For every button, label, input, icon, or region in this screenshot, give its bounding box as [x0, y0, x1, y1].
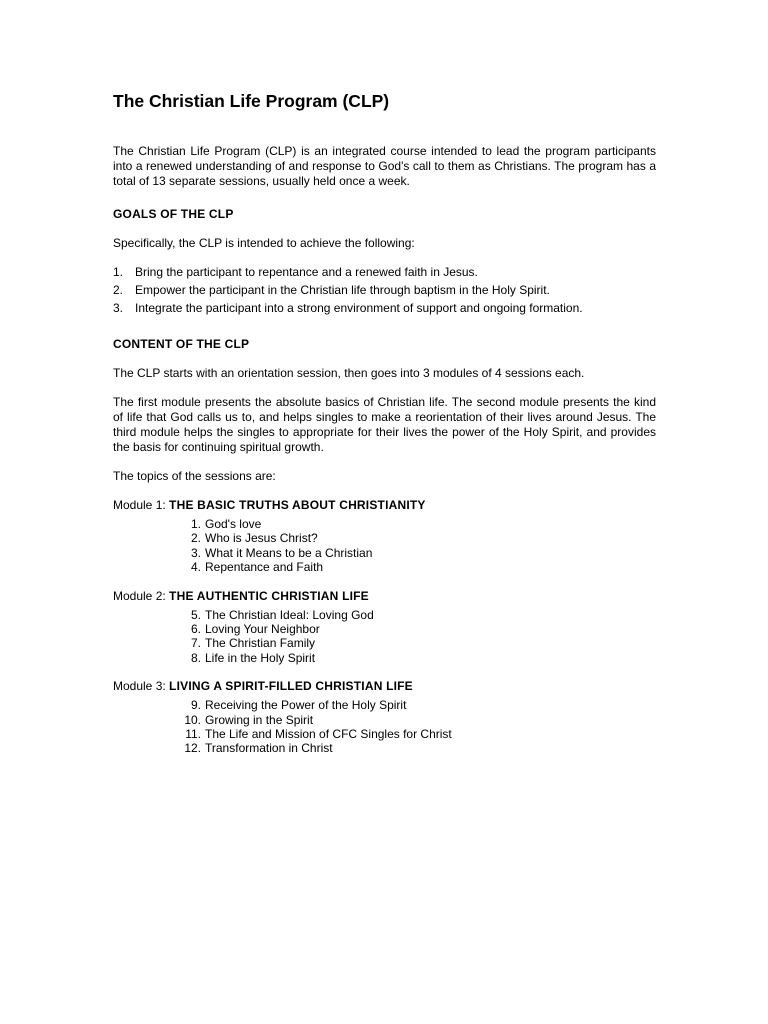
- session-title: Receiving the Power of the Holy Spirit: [205, 698, 407, 713]
- module-1: [113, 498, 656, 575]
- session-number: 5.: [190, 607, 201, 622]
- session-item: [113, 517, 656, 531]
- session-number: 8.: [190, 650, 201, 665]
- goal-item: [113, 265, 656, 280]
- session-number: 9.: [190, 698, 201, 713]
- session-number: 3.: [190, 545, 201, 560]
- session-title: The Christian Ideal: Loving God: [205, 607, 374, 622]
- session-number: 2.: [190, 531, 201, 546]
- module-title: LIVING A SPIRIT-FILLED CHRISTIAN LIFE: [169, 679, 413, 694]
- session-item: [113, 531, 656, 545]
- goals-heading: GOALS OF THE CLP: [113, 207, 234, 221]
- module-label: Module 3:: [113, 679, 170, 694]
- session-title: Transformation in Christ: [205, 741, 333, 756]
- session-list: [113, 698, 656, 756]
- session-number: 6.: [190, 622, 201, 637]
- session-item: [113, 636, 656, 650]
- session-title: Life in the Holy Spirit: [205, 650, 316, 665]
- goals-lead: Specifically, the CLP is intended to achieve the following:: [113, 236, 415, 250]
- session-number: 12.: [184, 741, 201, 756]
- session-number: 7.: [190, 636, 201, 651]
- content-paragraph-1: The CLP starts with an orientation session, then goes into 3 modules of 4 sessions each.: [113, 366, 585, 380]
- document-title: The Christian Life Program (CLP): [113, 91, 390, 111]
- session-title: God's love: [205, 517, 262, 531]
- session-title: Who is Jesus Christ?: [205, 531, 318, 546]
- goal-number: 1.: [113, 265, 124, 279]
- document-page: [113, 88, 656, 756]
- module-heading: [113, 589, 656, 604]
- goal-text: Integrate the participant into a strong environment of support and ongoing formation.: [135, 301, 583, 315]
- goal-number: 2.: [113, 283, 124, 297]
- session-number: 4.: [190, 560, 201, 575]
- goal-text: Bring the participant to repentance and a renewed faith in Jesus.: [135, 265, 478, 279]
- session-title: Repentance and Faith: [205, 560, 324, 575]
- goal-number: 3.: [113, 301, 124, 315]
- session-item: [113, 698, 656, 712]
- session-item: [113, 713, 656, 727]
- intro-paragraph: The Christian Life Program (CLP) is an integrated course intended to lead the program participants into a renewed understanding of and response to God's call to them as Christians. The program has a total of 13 separate sessions, usually held once a week.: [113, 144, 656, 188]
- content-heading: CONTENT OF THE CLP: [113, 337, 250, 351]
- module-label: Module 1:: [113, 498, 170, 512]
- session-item: [113, 651, 656, 665]
- session-title: Growing in the Spirit: [205, 712, 314, 727]
- module-label: Module 2:: [113, 588, 170, 603]
- goal-text: Empower the participant in the Christian life through baptism in the Holy Spirit.: [135, 283, 550, 297]
- module-heading: [113, 679, 656, 694]
- session-list: [113, 517, 656, 575]
- module-2: [113, 589, 656, 666]
- content-paragraph-3: The topics of the sessions are:: [113, 469, 276, 483]
- module-title: THE BASIC TRUTHS ABOUT CHRISTIANITY: [169, 498, 426, 512]
- session-title: Loving Your Neighbor: [205, 622, 320, 637]
- session-title: The Life and Mission of CFC Singles for Christ: [205, 727, 452, 742]
- goal-item: [113, 283, 656, 298]
- module-title: THE AUTHENTIC CHRISTIAN LIFE: [169, 588, 369, 603]
- session-title: The Christian Family: [205, 636, 316, 651]
- session-item: [113, 546, 656, 560]
- module-heading: [113, 498, 656, 513]
- session-number: 10.: [184, 712, 201, 727]
- session-item: [113, 727, 656, 741]
- session-number: 1.: [190, 517, 201, 531]
- goal-item: [113, 301, 656, 316]
- content-paragraph-2: The first module presents the absolute basics of Christian life. The second module presents the kind of life that God calls us to, and helps singles to make a reorientation of their lives around Jesus. The third module helps the singles to appropriate for their lives the power of the Holy Spirit, and provides the basis for continuing spiritual growth.: [113, 395, 656, 454]
- session-item: [113, 741, 656, 755]
- session-list: [113, 608, 656, 666]
- session-item: [113, 622, 656, 636]
- module-3: [113, 679, 656, 756]
- session-number: 11.: [185, 727, 201, 742]
- session-title: What it Means to be a Christian: [205, 545, 373, 560]
- session-item: [113, 560, 656, 574]
- goals-list: [113, 265, 656, 316]
- session-item: [113, 608, 656, 622]
